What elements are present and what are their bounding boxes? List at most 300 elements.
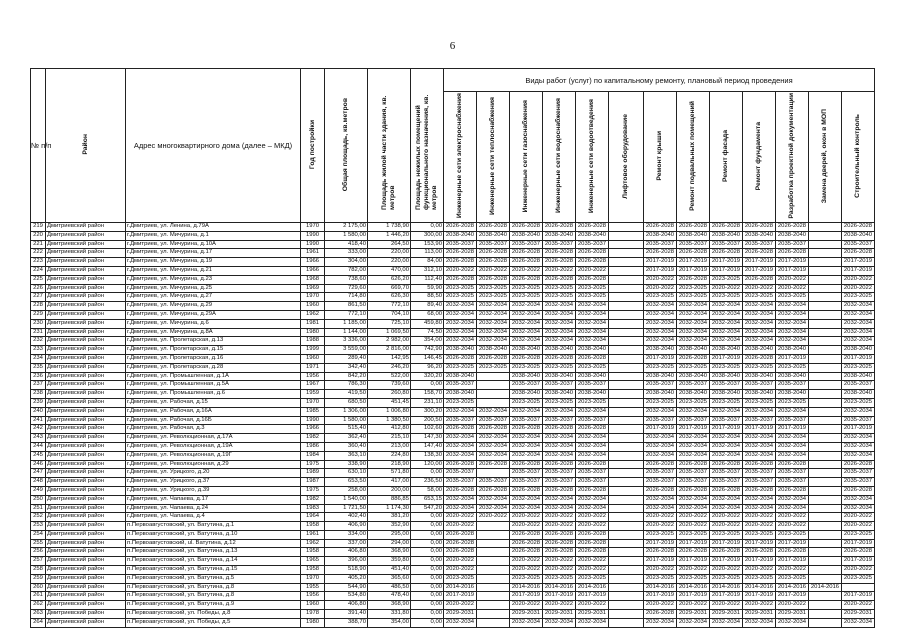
cell-work-period: 2020-2022 xyxy=(543,566,576,575)
cell-work-period: 2026-2028 xyxy=(743,486,776,495)
cell-work-period: 2032-2034 xyxy=(710,302,743,311)
cell-work-period: 2035-2037 xyxy=(710,416,743,425)
cell-district: Дмитриевский район xyxy=(46,231,126,240)
table-row xyxy=(31,504,875,513)
cell-total-area: 396,00 xyxy=(325,557,368,566)
cell-work-period: 2032-2034 xyxy=(743,504,776,513)
cell-num: 239 xyxy=(31,398,46,407)
table-row xyxy=(31,442,875,451)
cell-work-period: 2035-2037 xyxy=(743,381,776,390)
cell-work-period: 2035-2037 xyxy=(477,416,510,425)
cell-year: 1955 xyxy=(301,583,325,592)
cell-work-period: 2032-2034 xyxy=(510,434,543,443)
cell-work-period: 2026-2028 xyxy=(543,354,576,363)
cell-work-period: 2026-2028 xyxy=(510,460,543,469)
cell-total-area: 304,00 xyxy=(325,258,368,267)
cell-work-period: 2023-2025 xyxy=(776,530,809,539)
cell-nonliving-area: 0,00 xyxy=(411,583,444,592)
cell-work-period: 2026-2028 xyxy=(477,275,510,284)
cell-work-period xyxy=(809,372,842,381)
cell-work-period: 2026-2028 xyxy=(576,223,609,232)
cell-work-period: 2032-2034 xyxy=(677,310,710,319)
cell-work-period: 2032-2034 xyxy=(543,337,576,346)
cell-work-period: 2035-2037 xyxy=(543,469,576,478)
cell-num: 241 xyxy=(31,416,46,425)
cell-work-period: 2020-2022 xyxy=(444,513,477,522)
cell-living-area: 354,00 xyxy=(368,618,411,627)
cell-year: 1989 xyxy=(301,469,325,478)
cell-total-area: 515,40 xyxy=(325,425,368,434)
cell-nonliving-area: 320,20 xyxy=(411,372,444,381)
cell-living-area: 220,00 xyxy=(368,258,411,267)
cell-year: 1962 xyxy=(301,310,325,319)
cell-address: п.Первоавгустовский, ул. Победы, д.5 xyxy=(126,618,301,627)
cell-work-period: 2032-2034 xyxy=(444,442,477,451)
cell-work-period xyxy=(609,407,644,416)
cell-work-period: 2032-2034 xyxy=(743,451,776,460)
cell-work-period: 2032-2034 xyxy=(677,328,710,337)
cell-work-period: 2026-2028 xyxy=(576,460,609,469)
cell-nonliving-area: 102,60 xyxy=(411,425,444,434)
cell-work-period: 2017-2019 xyxy=(743,557,776,566)
cell-work-period xyxy=(609,337,644,346)
cell-work-period: 2026-2028 xyxy=(543,258,576,267)
cell-work-period: 2026-2028 xyxy=(543,486,576,495)
cell-work-period: 2023-2025 xyxy=(677,293,710,302)
cell-nonliving-area: 0,00 xyxy=(411,548,444,557)
cell-work-period: 2017-2019 xyxy=(776,425,809,434)
cell-address: г.Дмитриев, ул. Промышленная, д.1А xyxy=(126,372,301,381)
cell-year: 1982 xyxy=(301,495,325,504)
cell-work-period: 2035-2037 xyxy=(677,381,710,390)
cell-year: 1970 xyxy=(301,293,325,302)
cell-work-period: 2035-2037 xyxy=(710,478,743,487)
cell-work-period xyxy=(477,557,510,566)
cell-total-area: 418,40 xyxy=(325,240,368,249)
cell-address: г.Дмитриев, ул. Мичурина, д.21 xyxy=(126,266,301,275)
cell-work-period: 2026-2028 xyxy=(543,249,576,258)
cell-work-period: 2026-2028 xyxy=(543,425,576,434)
cell-work-period: 2023-2025 xyxy=(743,293,776,302)
cell-living-area: 200,00 xyxy=(368,486,411,495)
cell-work-period: 2014-2016 xyxy=(776,583,809,592)
cell-work-period: 2026-2028 xyxy=(510,223,543,232)
cell-district: Дмитриевский район xyxy=(46,486,126,495)
cell-work-period: 2032-2034 xyxy=(477,451,510,460)
cell-work-period xyxy=(477,539,510,548)
cell-work-period: 2014-2016 xyxy=(677,583,710,592)
cell-work-period: 2023-2025 xyxy=(477,293,510,302)
cell-district: Дмитриевский район xyxy=(46,566,126,575)
cell-district: Дмитриевский район xyxy=(46,398,126,407)
cell-work-period: 2032-2034 xyxy=(644,618,677,627)
cell-total-area: 405,20 xyxy=(325,574,368,583)
cell-work-period: 2017-2019 xyxy=(677,266,710,275)
header-work-7: Ремонт крыши xyxy=(644,92,677,223)
cell-work-period: 2032-2034 xyxy=(444,451,477,460)
cell-work-period xyxy=(609,293,644,302)
cell-num: 243 xyxy=(31,434,46,443)
cell-work-period: 2017-2019 xyxy=(842,539,875,548)
cell-work-period: 2035-2037 xyxy=(444,240,477,249)
cell-work-period: 2017-2019 xyxy=(677,557,710,566)
cell-work-period: 2035-2037 xyxy=(710,240,743,249)
cell-total-area: 334,00 xyxy=(325,530,368,539)
cell-address: п.Первоавгустовский, ул. Ватутина, д.10 xyxy=(126,530,301,539)
cell-work-period: 2023-2025 xyxy=(776,293,809,302)
cell-work-period: 2026-2028 xyxy=(510,425,543,434)
cell-work-period: 2032-2034 xyxy=(776,310,809,319)
cell-num: 254 xyxy=(31,530,46,539)
cell-total-area: 1 580,00 xyxy=(325,231,368,240)
header-work-10: Ремонт фундамента xyxy=(743,92,776,223)
cell-address: г.Дмитриев, ул. Мичурина, д.6 xyxy=(126,319,301,328)
cell-work-period: 2038-2040 xyxy=(644,372,677,381)
cell-work-period: 2020-2022 xyxy=(477,266,510,275)
cell-work-period xyxy=(609,574,644,583)
cell-work-period xyxy=(609,434,644,443)
cell-work-period xyxy=(809,513,842,522)
cell-work-period: 2029-2031 xyxy=(842,610,875,619)
cell-work-period: 2032-2034 xyxy=(543,495,576,504)
cell-work-period: 2032-2034 xyxy=(644,337,677,346)
cell-living-area: 571,80 xyxy=(368,469,411,478)
cell-work-period: 2020-2022 xyxy=(677,566,710,575)
cell-address: п.Первоавгустовский, ул. Ватутина, д.9 xyxy=(126,601,301,610)
cell-work-period xyxy=(609,258,644,267)
cell-nonliving-area: 0,00 xyxy=(411,610,444,619)
cell-living-area: 725,10 xyxy=(368,319,411,328)
cell-total-area: 363,10 xyxy=(325,451,368,460)
cell-work-period: 2017-2019 xyxy=(710,354,743,363)
cell-work-period: 2032-2034 xyxy=(576,618,609,627)
cell-num: 231 xyxy=(31,328,46,337)
cell-work-period: 2032-2034 xyxy=(543,328,576,337)
cell-work-period: 2038-2040 xyxy=(510,390,543,399)
cell-nonliving-area: 147,40 xyxy=(411,442,444,451)
cell-work-period: 2032-2034 xyxy=(543,618,576,627)
cell-work-period: 2026-2028 xyxy=(842,223,875,232)
cell-work-period: 2032-2034 xyxy=(576,310,609,319)
cell-work-period: 2032-2034 xyxy=(677,434,710,443)
cell-work-period xyxy=(809,275,842,284)
cell-work-period: 2020-2022 xyxy=(677,513,710,522)
cell-work-period: 2026-2028 xyxy=(510,548,543,557)
cell-work-period: 2023-2025 xyxy=(510,398,543,407)
cell-num: 259 xyxy=(31,574,46,583)
cell-work-period: 2026-2028 xyxy=(644,486,677,495)
cell-work-period: 2032-2034 xyxy=(543,319,576,328)
cell-district: Дмитриевский район xyxy=(46,592,126,601)
cell-work-period: 2020-2022 xyxy=(477,513,510,522)
cell-living-area: 295,00 xyxy=(368,530,411,539)
cell-nonliving-area: 742,90 xyxy=(411,346,444,355)
cell-work-period: 2035-2037 xyxy=(776,478,809,487)
cell-work-period: 2026-2028 xyxy=(444,275,477,284)
cell-work-period xyxy=(609,328,644,337)
cell-num: 221 xyxy=(31,240,46,249)
cell-year: 1978 xyxy=(301,610,325,619)
cell-work-period xyxy=(477,566,510,575)
cell-work-period: 2023-2025 xyxy=(710,275,743,284)
cell-work-period: 2032-2034 xyxy=(543,310,576,319)
cell-address: г.Дмитриев, ул. Революционная, д.17А xyxy=(126,434,301,443)
cell-work-period: 2020-2022 xyxy=(543,522,576,531)
cell-total-area: 406,80 xyxy=(325,601,368,610)
header-work-1: Инженерные сети электроснабжения xyxy=(444,92,477,223)
cell-work-period: 2026-2028 xyxy=(677,354,710,363)
cell-num: 229 xyxy=(31,310,46,319)
cell-work-period xyxy=(609,548,644,557)
cell-work-period: 2026-2028 xyxy=(543,530,576,539)
cell-work-period: 2023-2025 xyxy=(842,363,875,372)
header-work-8: Ремонт подвальных помещений xyxy=(677,92,710,223)
cell-work-period xyxy=(609,583,644,592)
table-row xyxy=(31,434,875,443)
cell-work-period: 2023-2025 xyxy=(576,284,609,293)
cell-total-area: 406,80 xyxy=(325,548,368,557)
cell-work-period xyxy=(809,548,842,557)
cell-work-period: 2038-2040 xyxy=(842,346,875,355)
cell-work-period: 2032-2034 xyxy=(644,328,677,337)
cell-work-period: 2032-2034 xyxy=(677,302,710,311)
cell-address: г.Дмитриев, ул. Урицкого, д.39 xyxy=(126,486,301,495)
cell-total-area: 338,90 xyxy=(325,460,368,469)
table-row xyxy=(31,522,875,531)
cell-work-period: 2026-2028 xyxy=(477,425,510,434)
cell-work-period: 2032-2034 xyxy=(842,328,875,337)
cell-work-period: 2038-2040 xyxy=(743,346,776,355)
cell-work-period: 2020-2022 xyxy=(543,557,576,566)
cell-work-period: 2038-2040 xyxy=(444,390,477,399)
cell-work-period: 2023-2025 xyxy=(710,363,743,372)
cell-work-period: 2038-2040 xyxy=(444,346,477,355)
cell-living-area: 486,50 xyxy=(368,583,411,592)
table-row xyxy=(31,574,875,583)
cell-nonliving-area: 112,40 xyxy=(411,275,444,284)
cell-nonliving-area: 354,00 xyxy=(411,337,444,346)
cell-work-period: 2035-2037 xyxy=(677,240,710,249)
cell-work-period: 2032-2034 xyxy=(677,451,710,460)
cell-work-period: 2026-2028 xyxy=(644,460,677,469)
cell-district: Дмитриевский район xyxy=(46,601,126,610)
cell-work-period: 2035-2037 xyxy=(576,240,609,249)
cell-work-period: 2032-2034 xyxy=(842,302,875,311)
cell-address: г.Дмитриев, ул. Мичурина, д.25 xyxy=(126,284,301,293)
cell-living-area: 626,20 xyxy=(368,275,411,284)
cell-total-area: 1 306,00 xyxy=(325,407,368,416)
cell-num: 248 xyxy=(31,478,46,487)
cell-year: 1970 xyxy=(301,398,325,407)
cell-year: 1960 xyxy=(301,601,325,610)
cell-total-area: 342,40 xyxy=(325,363,368,372)
table-row xyxy=(31,416,875,425)
cell-work-period: 2026-2028 xyxy=(510,486,543,495)
cell-work-period xyxy=(809,319,842,328)
cell-work-period: 2026-2028 xyxy=(644,610,677,619)
cell-work-period xyxy=(609,486,644,495)
cell-total-area: 406,90 xyxy=(325,522,368,531)
cell-work-period xyxy=(809,284,842,293)
cell-num: 252 xyxy=(31,513,46,522)
cell-work-period: 2038-2040 xyxy=(644,231,677,240)
cell-work-period: 2032-2034 xyxy=(677,618,710,627)
cell-work-period xyxy=(842,583,875,592)
cell-num: 253 xyxy=(31,522,46,531)
cell-total-area: 1 721,50 xyxy=(325,504,368,513)
cell-work-period: 2017-2019 xyxy=(776,354,809,363)
cell-living-area: 451,45 xyxy=(368,398,411,407)
cell-work-period: 2032-2034 xyxy=(444,328,477,337)
cell-work-period: 2020-2022 xyxy=(576,601,609,610)
cell-work-period xyxy=(809,354,842,363)
cell-nonliving-area: 0,00 xyxy=(411,566,444,575)
cell-work-period xyxy=(609,610,644,619)
cell-work-period: 2029-2031 xyxy=(677,610,710,619)
table-row xyxy=(31,354,875,363)
header-work-6: Лифтовое оборудование xyxy=(609,92,644,223)
cell-total-area: 772,10 xyxy=(325,310,368,319)
cell-work-period: 2017-2019 xyxy=(710,557,743,566)
cell-total-area: 3 336,00 xyxy=(325,337,368,346)
cell-year: 1990 xyxy=(301,231,325,240)
cell-living-area: 626,30 xyxy=(368,293,411,302)
cell-year: 1956 xyxy=(301,592,325,601)
cell-work-period: 2032-2034 xyxy=(576,328,609,337)
cell-work-period xyxy=(609,223,644,232)
cell-work-period: 2038-2040 xyxy=(510,231,543,240)
cell-work-period: 2032-2034 xyxy=(644,504,677,513)
cell-work-period: 2038-2040 xyxy=(776,231,809,240)
cell-work-period: 2038-2040 xyxy=(543,231,576,240)
cell-work-period xyxy=(609,249,644,258)
cell-work-period: 2023-2025 xyxy=(743,398,776,407)
cell-work-period: 2020-2022 xyxy=(776,275,809,284)
cell-district: Дмитриевский район xyxy=(46,618,126,627)
cell-work-period: 2017-2019 xyxy=(842,557,875,566)
cell-year: 1958 xyxy=(301,522,325,531)
cell-work-period: 2032-2034 xyxy=(842,495,875,504)
cell-living-area: 331,80 xyxy=(368,610,411,619)
cell-work-period: 2032-2034 xyxy=(842,451,875,460)
cell-work-period: 2014-2016 xyxy=(644,583,677,592)
cell-living-area: 478,40 xyxy=(368,592,411,601)
cell-address: г.Дмитриев, ул. Мичурина, д.27 xyxy=(126,293,301,302)
cell-work-period xyxy=(609,416,644,425)
cell-work-period: 2026-2028 xyxy=(477,354,510,363)
cell-work-period: 2038-2040 xyxy=(510,372,543,381)
cell-work-period: 2017-2019 xyxy=(776,266,809,275)
cell-nonliving-area: 68,00 xyxy=(411,310,444,319)
cell-work-period xyxy=(609,302,644,311)
cell-work-period: 2026-2028 xyxy=(677,223,710,232)
cell-work-period: 2032-2034 xyxy=(710,328,743,337)
cell-district: Дмитриевский район xyxy=(46,583,126,592)
cell-year: 1956 xyxy=(301,372,325,381)
cell-work-period: 2032-2034 xyxy=(644,319,677,328)
header-num: № п/п xyxy=(31,69,46,223)
cell-work-period: 2032-2034 xyxy=(444,618,477,627)
cell-total-area: 1 580,00 xyxy=(325,416,368,425)
cell-district: Дмитриевский район xyxy=(46,346,126,355)
cell-work-period: 2023-2025 xyxy=(677,574,710,583)
cell-work-period xyxy=(477,522,510,531)
cell-work-period: 2035-2037 xyxy=(677,416,710,425)
cell-work-period: 2032-2034 xyxy=(510,407,543,416)
cell-work-period: 2032-2034 xyxy=(710,495,743,504)
cell-living-area: 220,00 xyxy=(368,249,411,258)
cell-work-period xyxy=(809,522,842,531)
header-nonliving-area: Площадь нежилых помещений функционального назначения, кв. метров xyxy=(411,69,444,223)
table-row xyxy=(31,539,875,548)
cell-work-period: 2026-2028 xyxy=(576,486,609,495)
cell-work-period: 2020-2022 xyxy=(710,566,743,575)
cell-year: 1966 xyxy=(301,258,325,267)
cell-work-period: 2017-2019 xyxy=(743,592,776,601)
cell-living-area: 1 069,50 xyxy=(368,328,411,337)
cell-work-period: 2023-2025 xyxy=(510,574,543,583)
cell-work-period: 2032-2034 xyxy=(543,451,576,460)
cell-work-period: 2035-2037 xyxy=(444,478,477,487)
cell-work-period: 2026-2028 xyxy=(444,249,477,258)
cell-living-area: 215,10 xyxy=(368,434,411,443)
cell-work-period: 2035-2037 xyxy=(543,478,576,487)
cell-work-period: 2020-2022 xyxy=(444,601,477,610)
cell-work-period: 2026-2028 xyxy=(543,275,576,284)
cell-work-period: 2023-2025 xyxy=(677,363,710,372)
cell-work-period xyxy=(809,592,842,601)
cell-work-period: 2032-2034 xyxy=(743,302,776,311)
cell-district: Дмитриевский район xyxy=(46,310,126,319)
cell-year: 1969 xyxy=(301,284,325,293)
cell-work-period: 2035-2037 xyxy=(510,240,543,249)
cell-work-period: 2035-2037 xyxy=(444,469,477,478)
cell-living-area: 669,70 xyxy=(368,284,411,293)
cell-work-period: 2023-2025 xyxy=(576,574,609,583)
cell-work-period: 2035-2037 xyxy=(776,381,809,390)
cell-nonliving-area: 88,50 xyxy=(411,293,444,302)
cell-address: п.Первоавгустовский, ul. Ватутина, д.12 xyxy=(126,539,301,548)
cell-year: 1961 xyxy=(301,249,325,258)
cell-work-period: 2032-2034 xyxy=(644,310,677,319)
cell-num: 236 xyxy=(31,372,46,381)
cell-address: г.Дмитриев, ул. Промышленная, д.5А xyxy=(126,381,301,390)
cell-work-period: 2023-2025 xyxy=(543,293,576,302)
cell-work-period: 2038-2040 xyxy=(842,372,875,381)
cell-living-area: 1 380,50 xyxy=(368,416,411,425)
cell-work-period: 2032-2034 xyxy=(510,504,543,513)
cell-work-period: 2032-2034 xyxy=(776,618,809,627)
table-row xyxy=(31,328,875,337)
cell-year: 1961 xyxy=(301,530,325,539)
cell-year: 1990 xyxy=(301,240,325,249)
cell-work-period: 2017-2019 xyxy=(743,258,776,267)
table-row xyxy=(31,390,875,399)
cell-work-period: 2032-2034 xyxy=(710,618,743,627)
table-row xyxy=(31,302,875,311)
cell-work-period xyxy=(609,425,644,434)
cell-work-period: 2035-2037 xyxy=(644,469,677,478)
cell-district: Дмитриевский район xyxy=(46,460,126,469)
cell-work-period: 2032-2034 xyxy=(776,407,809,416)
table-row xyxy=(31,266,875,275)
cell-work-period xyxy=(809,223,842,232)
cell-work-period: 2026-2028 xyxy=(710,548,743,557)
cell-work-period xyxy=(809,557,842,566)
cell-num: 242 xyxy=(31,425,46,434)
cell-work-period: 2035-2037 xyxy=(576,381,609,390)
cell-num: 225 xyxy=(31,275,46,284)
